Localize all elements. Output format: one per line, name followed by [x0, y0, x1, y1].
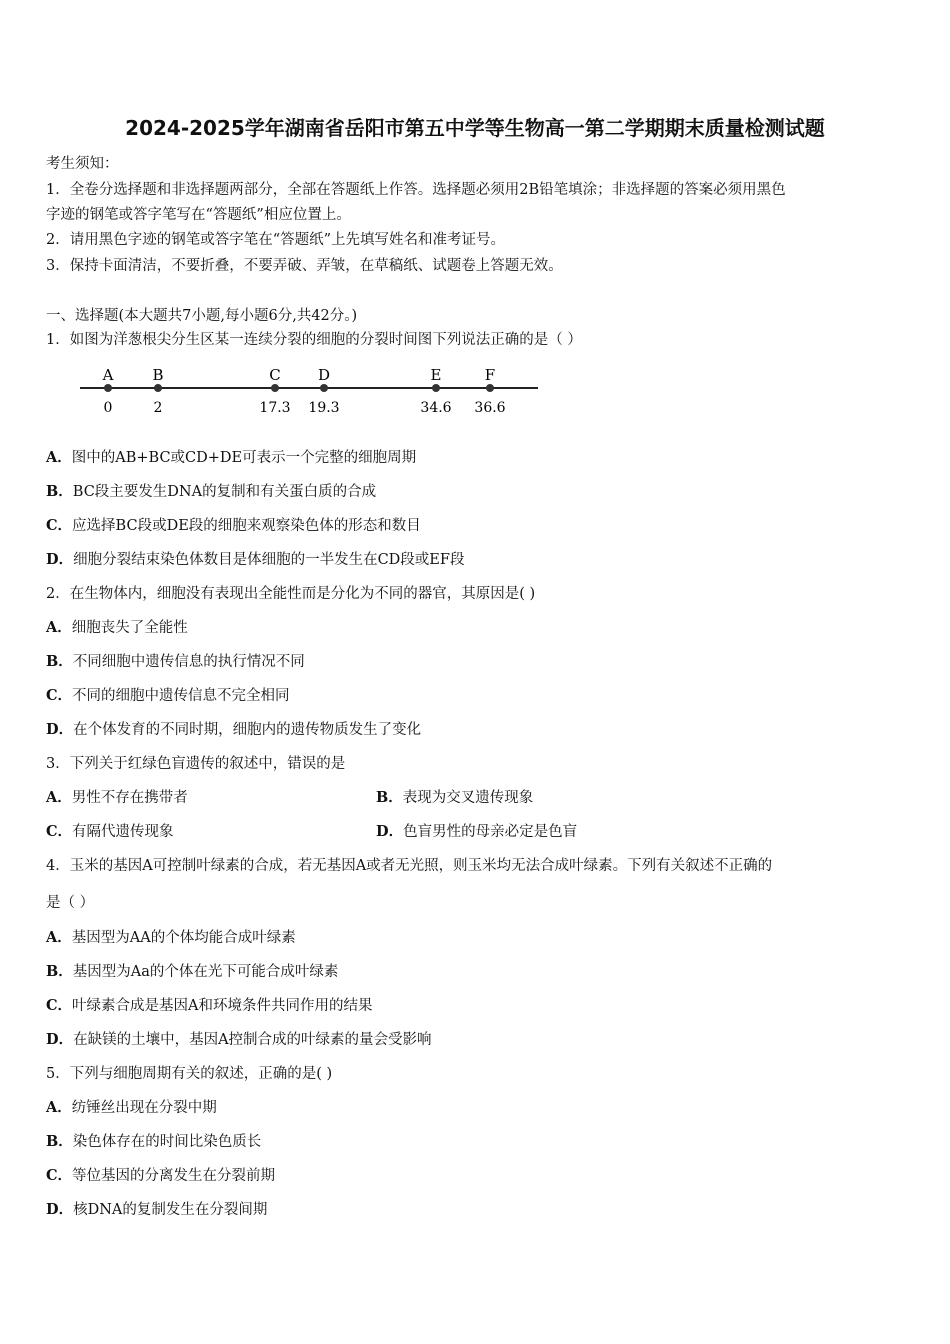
option-label: D． [46, 551, 74, 568]
q3-option-a[interactable] [46, 786, 188, 807]
option-label: C． [46, 1167, 73, 1184]
timeline-point-c [259, 366, 290, 416]
option-text: 细胞分裂结束染色体数目是体细胞的一半发生在CD段或EF段 [73, 552, 465, 568]
point-label-e: E [430, 366, 442, 384]
point-label-f: F [484, 366, 496, 384]
point-marker-d [320, 384, 328, 392]
q1-option-a[interactable] [46, 446, 416, 467]
notice-item-2: 2．请用黑色字迹的钢笔或答字笔在“答题纸”上先填写姓名和准考证号。 [46, 232, 506, 248]
option-text: 色盲男性的母亲必定是色盲 [403, 824, 578, 840]
option-label: B． [46, 1133, 73, 1150]
cell-cycle-timeline-figure [70, 360, 550, 422]
question-4-stem-cont: 是（ ） [46, 895, 95, 911]
option-text: BC段主要发生DNA的复制和有关蛋白质的合成 [72, 484, 377, 500]
point-value-d: 19.3 [308, 400, 340, 416]
question-1-stem: 1．如图为洋葱根尖分生区某一连续分裂的细胞的分裂时间图下列说法正确的是（ ） [46, 332, 582, 348]
option-text: 染色体存在的时间比染色质长 [72, 1134, 262, 1150]
q5-option-c[interactable] [46, 1164, 275, 1185]
notice-item-3: 3．保持卡面清洁，不要折叠，不要弄破、弄皱，在草稿纸、试题卷上答题无效。 [46, 258, 563, 274]
q3-option-d[interactable] [376, 820, 577, 841]
option-label: A． [46, 619, 72, 636]
question-3-stem: 3．下列关于红绿色盲遗传的叙述中，错误的是 [46, 756, 346, 772]
timeline-point-a [102, 366, 114, 416]
notice-heading: 考生须知： [46, 156, 119, 172]
option-text: 细胞丧失了全能性 [71, 620, 188, 636]
option-text: 应选择BC段或DE段的细胞来观察染色体的形态和数目 [72, 518, 421, 534]
option-label: B． [46, 963, 73, 980]
point-label-b: B [152, 366, 164, 384]
q4-option-a[interactable] [46, 926, 296, 947]
question-2-stem: 2．在生物体内，细胞没有表现出全能性而是分化为不同的器官，其原因是( ) [46, 586, 536, 602]
option-label: B． [46, 653, 73, 670]
q5-option-d[interactable] [46, 1198, 267, 1219]
option-text: 基因型为Aa的个体在光下可能合成叶绿素 [72, 964, 339, 980]
option-text: 图中的AB+BC或CD+DE可表示一个完整的细胞周期 [71, 450, 417, 466]
q1-option-c[interactable] [46, 514, 421, 535]
option-label: A． [46, 789, 72, 806]
option-label: D． [46, 721, 74, 738]
option-label: B． [46, 483, 73, 500]
option-label: C． [46, 823, 73, 840]
option-label: D． [376, 823, 404, 840]
question-5-stem: 5．下列与细胞周期有关的叙述，正确的是( ) [46, 1066, 333, 1082]
q4-option-c[interactable] [46, 994, 373, 1015]
option-label: A． [46, 1099, 72, 1116]
q4-option-d[interactable] [46, 1028, 432, 1049]
point-label-c: C [269, 366, 281, 384]
notice-item-1-cont: 字迹的钢笔或答字笔写在“答题纸”相应位置上。 [46, 207, 351, 223]
option-text: 纺锤丝出现在分裂中期 [71, 1100, 217, 1116]
option-label: B． [376, 789, 403, 806]
option-text: 等位基因的分离发生在分裂前期 [72, 1168, 276, 1184]
q3-option-c[interactable] [46, 820, 174, 841]
option-label: A． [46, 449, 72, 466]
q1-option-b[interactable] [46, 480, 376, 501]
option-text: 不同细胞中遗传信息的执行情况不同 [72, 654, 305, 670]
option-label: D． [46, 1201, 74, 1218]
point-marker-b [154, 384, 162, 392]
timeline-point-e [420, 366, 451, 416]
exam-title: 2024-2025学年湖南省岳阳市第五中学等生物高一第二学期期末质量检测试题 [125, 116, 825, 140]
point-value-a: 0 [103, 400, 113, 416]
point-marker-c [271, 384, 279, 392]
option-text: 表现为交叉遗传现象 [402, 790, 534, 806]
point-value-f: 36.6 [474, 400, 506, 416]
option-text: 基因型为AA的个体均能合成叶绿素 [71, 930, 296, 946]
point-label-a: A [102, 366, 114, 384]
option-text: 叶绿素合成是基因A和环境条件共同作用的结果 [72, 998, 373, 1014]
q2-option-a[interactable] [46, 616, 188, 637]
point-marker-a [104, 384, 112, 392]
q2-option-c[interactable] [46, 684, 290, 705]
point-marker-e [432, 384, 440, 392]
q2-option-d[interactable] [46, 718, 421, 739]
option-text: 核DNA的复制发生在分裂间期 [73, 1202, 268, 1218]
option-text: 男性不存在携带者 [71, 790, 188, 806]
option-label: C． [46, 997, 73, 1014]
point-label-d: D [317, 366, 331, 384]
q5-option-a[interactable] [46, 1096, 217, 1117]
option-text: 在缺镁的土壤中，基因A控制合成的叶绿素的量会受影响 [73, 1032, 432, 1048]
q4-option-b[interactable] [46, 960, 338, 981]
section-heading: 一、选择题(本大题共7小题,每小题6分,共42分。) [46, 308, 358, 324]
timeline-point-d [308, 366, 339, 416]
option-label: A． [46, 929, 72, 946]
point-value-b: 2 [153, 400, 163, 416]
notice-item-1: 1．全卷分选择题和非选择题两部分，全部在答题纸上作答。选择题必须用2B铅笔填涂；非选择题的答案必须用黑色 [46, 182, 786, 198]
option-text: 有隔代遗传现象 [72, 824, 174, 840]
point-marker-f [486, 384, 494, 392]
q3-option-b[interactable] [376, 786, 533, 807]
option-label: C． [46, 517, 73, 534]
option-text: 在个体发育的不同时期，细胞内的遗传物质发生了变化 [73, 722, 422, 738]
point-value-c: 17.3 [259, 400, 291, 416]
question-4-stem: 4．玉米的基因A可控制叶绿素的合成，若无基因A或者无光照，则玉米均无法合成叶绿素。下列有关叙述不正确的 [46, 858, 773, 874]
option-text: 不同的细胞中遗传信息不完全相同 [72, 688, 290, 704]
q5-option-b[interactable] [46, 1130, 261, 1151]
timeline-point-b [152, 366, 163, 416]
q2-option-b[interactable] [46, 650, 305, 671]
option-label: C． [46, 687, 73, 704]
timeline-point-f [474, 366, 505, 416]
q1-option-d[interactable] [46, 548, 464, 569]
option-label: D． [46, 1031, 74, 1048]
point-value-e: 34.6 [420, 400, 452, 416]
